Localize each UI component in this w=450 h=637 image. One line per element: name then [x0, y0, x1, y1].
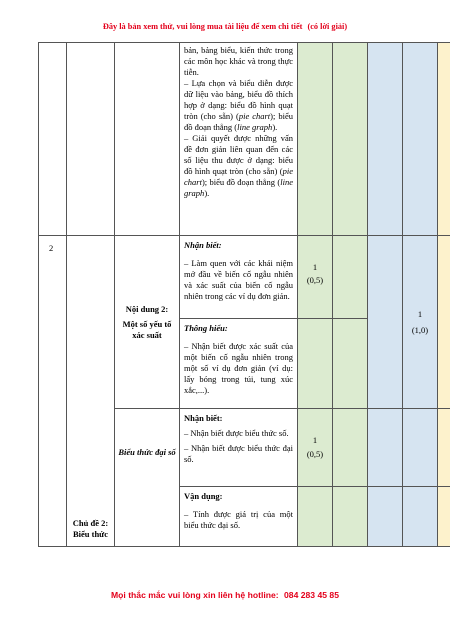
cell-blue-7 [403, 487, 438, 547]
unit1-understand-count: 1 [417, 308, 423, 319]
unit1-knowledge-content [180, 236, 298, 319]
cell-green-8 [333, 487, 368, 547]
preview-banner-text: Đây là bản xem thử, vui lòng mua tài liệu để xem chi tiết [102, 22, 303, 31]
unit1-knowledge-text: – Làm quen với các khái niệm mở đầu về biến cố ngẫu nhiên và xác suất của biến cố ngẫu nhiên trong các ví dụ đơn giản. [184, 258, 293, 301]
unit2-knowledge-text1: – Nhận biết được biểu thức số. [184, 428, 289, 438]
table-row-unit1-knowledge [39, 236, 450, 319]
unit1-knowledge-score: (0,5) [306, 275, 324, 285]
unit2-knowledge-content [180, 409, 298, 487]
topic-cell [67, 236, 115, 547]
topic-title-line2: Biểu thức [72, 529, 109, 539]
unit2-apply-text: – Tính được giá trị của một biểu thức đại số. [184, 509, 293, 530]
unit1-knowledge-count: 1 [312, 262, 318, 272]
row-number: 2 [39, 236, 67, 547]
unit1-knowledge-heading: Nhận biết: [184, 240, 222, 250]
cell-yellow-3 [438, 236, 450, 409]
cell-green-4 [298, 319, 333, 409]
unit2-knowledge-count: 1 [312, 435, 318, 445]
cell-yellow-1 [438, 43, 450, 236]
continued-line1: bản, bảng biểu, kiến thức trong các môn học khác và trong thực tiễn. [184, 45, 293, 77]
unit2-apply-heading: Vận dụng: [184, 491, 223, 501]
hotline-phone: 084 283 45 85 [284, 590, 339, 600]
hotline-footer [0, 590, 450, 600]
unit2-knowledge-count-cell [298, 409, 333, 487]
cell-blue-3 [368, 236, 403, 409]
cell-yellow-5 [438, 409, 450, 487]
cell-blue-4 [368, 409, 403, 487]
table-row-continued [39, 43, 450, 236]
cell-blue-5 [403, 409, 438, 487]
cell-blue-2 [403, 43, 438, 236]
continued-content [180, 43, 298, 236]
cell-empty-topic [67, 43, 115, 236]
unit1-understand-count-cell [403, 236, 438, 409]
cell-green-2 [333, 43, 368, 236]
continued-line2: – Lựa chọn và biểu diễn được dữ liệu vào bảng, biểu đồ thích hợp ở dạng: biểu đồ hình quạt tròn (cho sẵn) (pie chart); biểu đồ đoạn thẳng (line graph). [184, 78, 294, 132]
unit2-knowledge-heading: Nhận biết: [184, 413, 223, 423]
unit2-knowledge-score: (0,5) [306, 449, 324, 459]
unit1-knowledge-count-cell [298, 236, 333, 319]
hotline-text: Mọi thắc mắc vui lòng xin liên hệ hotline: [111, 590, 279, 600]
cell-blue-1 [368, 43, 403, 236]
unit2-title: Biểu thức đại số [118, 447, 176, 457]
unit1-title-line1: Nội dung 2: [125, 303, 169, 314]
cell-empty-unit [115, 43, 180, 236]
preview-banner-note: (có lời giải) [307, 22, 348, 31]
cell-green-6 [333, 409, 368, 487]
preview-banner [0, 22, 450, 31]
cell-blue-6 [368, 487, 403, 547]
cell-green-5 [333, 319, 368, 409]
cell-empty-stt [39, 43, 67, 236]
unit2-apply-content [180, 487, 298, 547]
unit1-title-line2: Một số yếu tố xác suất [122, 318, 172, 340]
matrix-table [38, 42, 450, 547]
cell-green-1 [298, 43, 333, 236]
continued-line3: – Giải quyết được những vấn đề đơn giản liên quan đến các số liệu thu được ở dạng: biểu đồ hình quạt tròn (cho sẵn) (pie chart); biểu đồ đoạn thẳng (line graph). [184, 133, 293, 198]
unit1-understand-score: (1,0) [411, 324, 429, 335]
cell-green-3 [333, 236, 368, 319]
cell-green-7 [298, 487, 333, 547]
unit1-understand-text: – Nhận biết được xác suất của một biến cố ngẫu nhiên trong một số ví dụ đơn giản (ví dụ: lấy bóng trong túi, tung xúc xắc,...). [184, 341, 293, 395]
topic-title-line1: Chủ đề 2: [72, 518, 109, 528]
unit2-cell [115, 409, 180, 547]
unit1-understand-heading: Thông hiểu: [184, 323, 228, 333]
unit1-cell [115, 236, 180, 409]
cell-yellow-7 [438, 487, 450, 547]
unit2-knowledge-text2: – Nhận biết được biểu thức đại số. [184, 443, 293, 464]
unit1-understand-content [180, 319, 298, 409]
